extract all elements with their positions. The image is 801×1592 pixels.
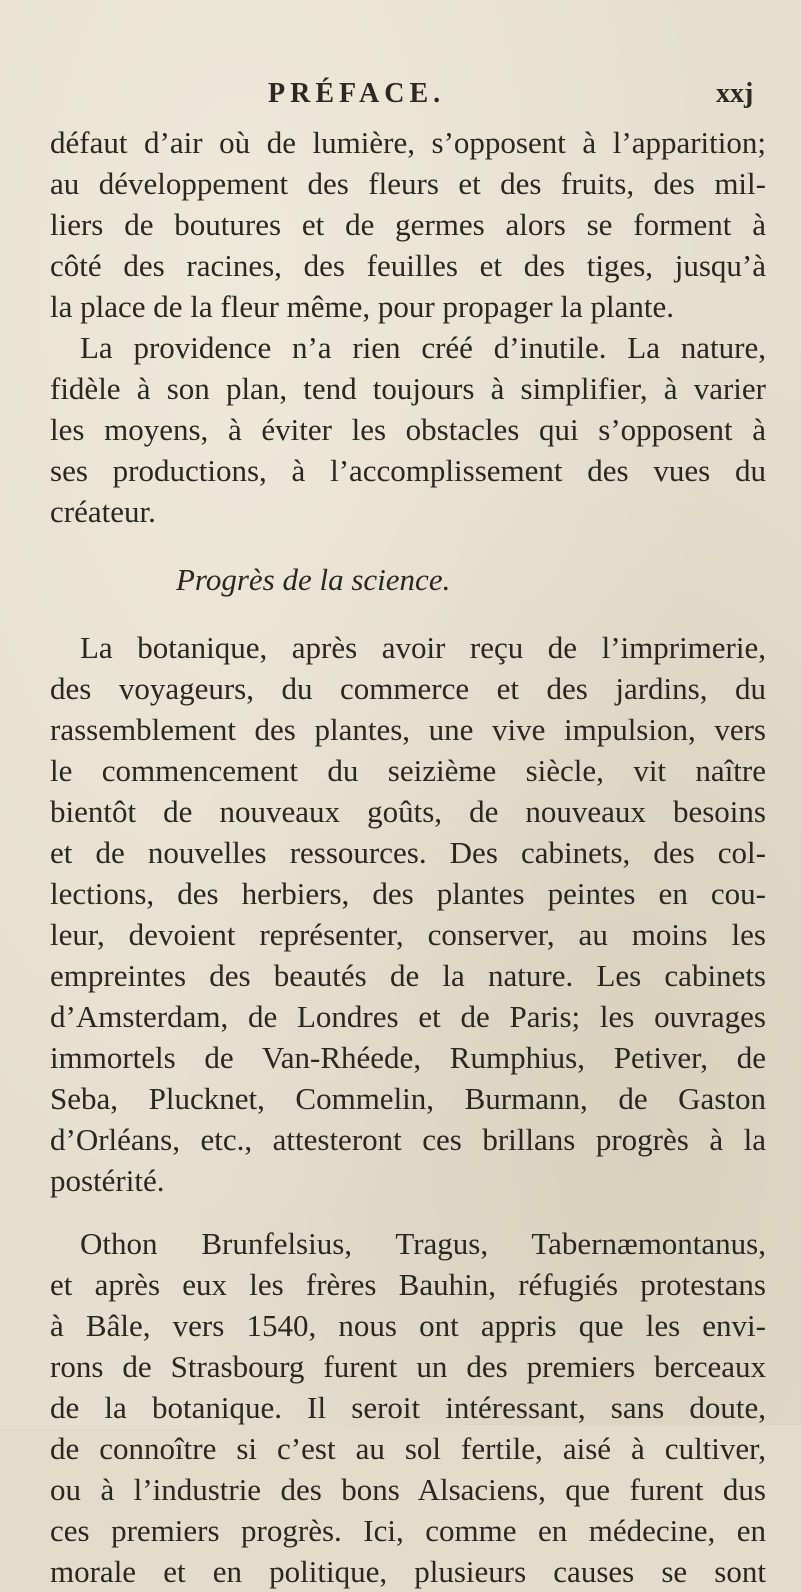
text-line: défaut d’air où de lumière, s’opposent à l’apparition; bbox=[50, 125, 766, 160]
text-line: des voyageurs, du commerce et des jardins, du bbox=[50, 671, 766, 706]
text-line: côté des racines, des feuilles et des tiges, jusqu’à bbox=[50, 248, 766, 283]
text-line: d’Orléans, etc., attesteront ces brillans progrès à la bbox=[50, 1122, 766, 1157]
text-line: de connoître si c’est au sol fertile, aisé à cultiver, bbox=[50, 1431, 766, 1466]
text-line: ces premiers progrès. Ici, comme en médecine, en bbox=[50, 1513, 766, 1548]
text-line: à Bâle, vers 1540, nous ont appris que les envi- bbox=[50, 1308, 766, 1343]
page-number: xxj bbox=[716, 78, 754, 109]
text-line: ou à l’industrie des bons Alsaciens, que furent dus bbox=[50, 1472, 766, 1507]
text-line: La providence n’a rien créé d’inutile. La nature, bbox=[80, 330, 766, 365]
text-line: et après eux les frères Bauhin, réfugiés protestans bbox=[50, 1267, 766, 1302]
text-line: le commencement du seizième siècle, vit naître bbox=[50, 753, 766, 788]
paragraph bbox=[50, 1223, 766, 1592]
running-title: PRÉFACE. bbox=[268, 78, 446, 109]
text-line: postérité. bbox=[50, 1163, 165, 1198]
section-title: Progrès de la science. bbox=[176, 562, 451, 597]
text-line: créateur. bbox=[50, 494, 156, 529]
text-line: rons de Strasbourg furent un des premiers berceaux bbox=[50, 1349, 766, 1384]
text-line: au développement des fleurs et des fruits, des mil- bbox=[50, 166, 766, 201]
text-line: les moyens, à éviter les obstacles qui s’opposent à bbox=[50, 412, 766, 447]
paragraph bbox=[50, 627, 766, 1201]
text-line: bientôt de nouveaux goûts, de nouveaux besoins bbox=[50, 794, 766, 829]
text-line: rassemblement des plantes, une vive impulsion, vers bbox=[50, 712, 766, 747]
text-line: Othon Brunfelsius, Tragus, Tabernæmontanus, bbox=[80, 1226, 766, 1261]
text-line: la place de la fleur même, pour propager la plante. bbox=[50, 289, 675, 324]
paragraph bbox=[50, 122, 766, 327]
text-line: et de nouvelles ressources. Des cabinets, des col- bbox=[50, 835, 766, 870]
text-line: Seba, Plucknet, Commelin, Burmann, de Gaston bbox=[50, 1081, 766, 1116]
text-line: de la botanique. Il seroit intéressant, sans doute, bbox=[50, 1390, 766, 1425]
text-line: ses productions, à l’accomplissement des vues du bbox=[50, 453, 766, 488]
body-text bbox=[50, 122, 766, 1592]
text-line: immortels de Van-Rhéede, Rumphius, Petiver, de bbox=[50, 1040, 766, 1075]
text-line: liers de boutures et de germes alors se forment à bbox=[50, 207, 766, 242]
text-line: fidèle à son plan, tend toujours à simplifier, à varier bbox=[50, 371, 766, 406]
text-line: empreintes des beautés de la nature. Les cabinets bbox=[50, 958, 766, 993]
text-line: lections, des herbiers, des plantes peintes en cou- bbox=[50, 876, 766, 911]
text-line: leur, devoient représenter, conserver, au moins les bbox=[50, 917, 766, 952]
text-line: La botanique, après avoir reçu de l’imprimerie, bbox=[80, 630, 766, 665]
page-header bbox=[0, 78, 801, 114]
text-line: morale et en politique, plusieurs causes se sont bbox=[50, 1554, 766, 1589]
text-line: d’Amsterdam, de Londres et de Paris; les ouvrages bbox=[50, 999, 766, 1034]
paragraph bbox=[50, 327, 766, 532]
